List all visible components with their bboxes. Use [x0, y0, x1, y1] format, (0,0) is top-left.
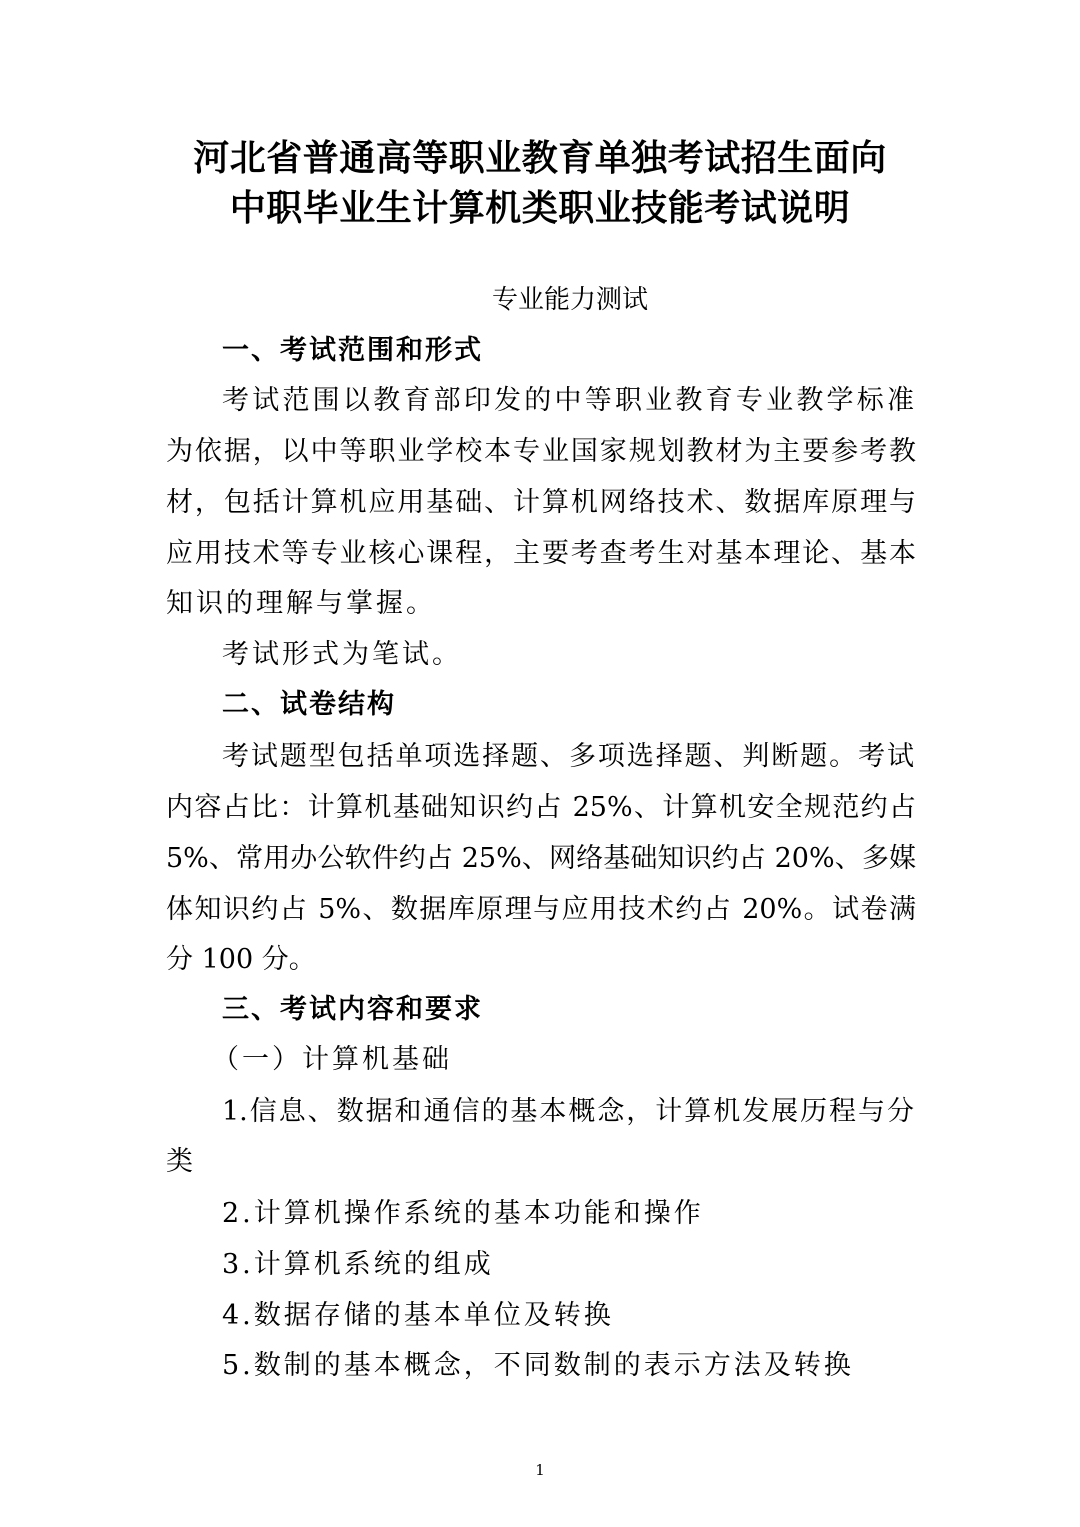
document-subtitle: 专业能力测试 — [491, 285, 648, 315]
paragraph-line: 考试题型包括单项选择题、多项选择题、判断题。考试 — [222, 741, 914, 772]
document-title-line-2: 中职毕业生计算机类职业技能考试说明 — [229, 187, 851, 229]
section-heading-3: 三、考试内容和要求 — [222, 994, 483, 1025]
list-item-continuation: 类 — [166, 1146, 193, 1177]
list-item: 3.计算机系统的组成 — [222, 1249, 494, 1280]
paragraph-line: 体知识约占 5%、数据库原理与应用技术约占 20%。试卷满 — [166, 894, 916, 925]
paragraph-line: 为依据，以中等职业学校本专业国家规划教材为主要参考教 — [166, 436, 916, 467]
section-heading-1: 一、考试范围和形式 — [222, 335, 483, 366]
paragraph-line: 内容占比：计算机基础知识约占 25%、计算机安全规范约占 — [166, 792, 916, 823]
paragraph-exam-form: 考试形式为笔试。 — [222, 639, 462, 670]
section-heading-2: 二、试卷结构 — [222, 689, 396, 720]
subsection-heading: （一）计算机基础 — [212, 1044, 452, 1075]
list-item: 1.信息、数据和通信的基本概念，计算机发展历程与分 — [222, 1096, 914, 1127]
paragraph-line: 考试范围以教育部印发的中等职业教育专业教学标准 — [222, 385, 914, 416]
list-item: 5.数制的基本概念，不同数制的表示方法及转换 — [222, 1350, 854, 1381]
document-title-line-1: 河北省普通高等职业教育单独考试招生面向 — [193, 137, 887, 179]
paragraph-line: 应用技术等专业核心课程，主要考查考生对基本理论、基本 — [166, 538, 916, 569]
paragraph-line: 材，包括计算机应用基础、计算机网络技术、数据库原理与 — [166, 487, 916, 518]
paragraph-line: 知识的理解与掌握。 — [166, 588, 436, 619]
page-number: 1 — [535, 1461, 545, 1479]
paragraph-line: 5%、常用办公软件约占 25%、网络基础知识约占 20%、多媒 — [166, 843, 916, 874]
list-item: 4.数据存储的基本单位及转换 — [222, 1300, 614, 1331]
list-item: 2.计算机操作系统的基本功能和操作 — [222, 1198, 704, 1229]
paragraph-line: 分 100 分。 — [166, 944, 316, 975]
